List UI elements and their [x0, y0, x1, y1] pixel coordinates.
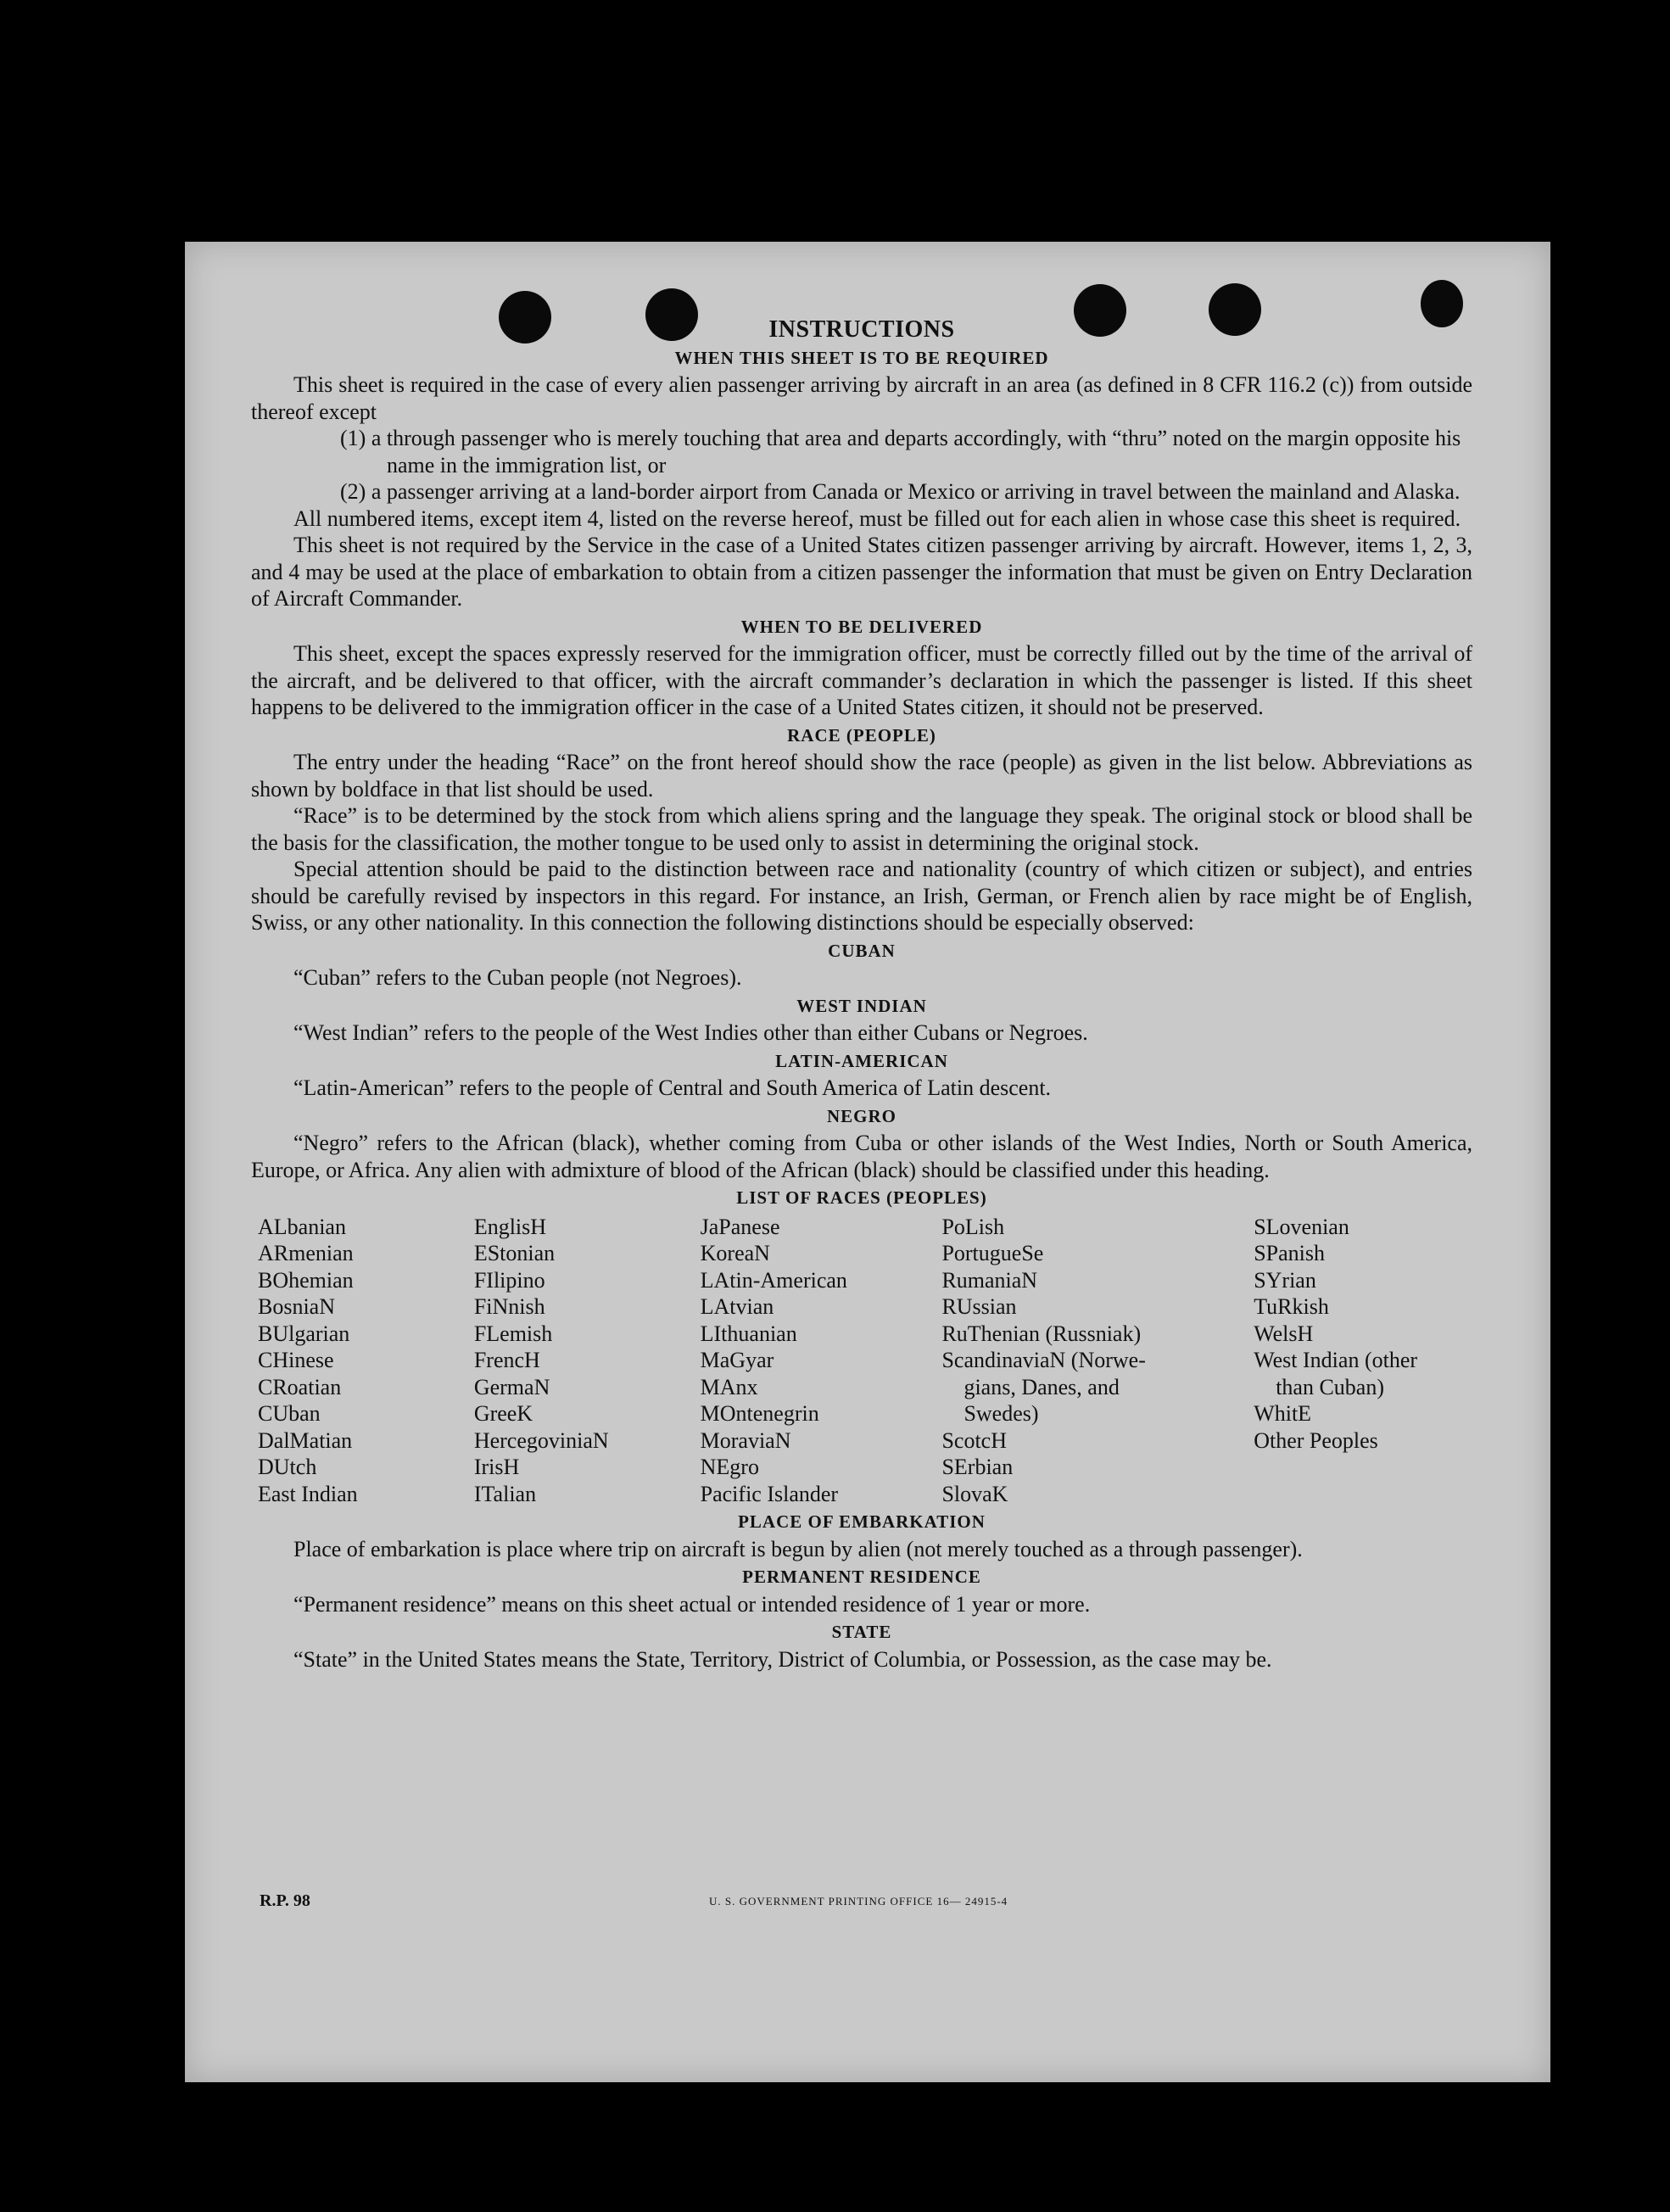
section-heading-west-indian: WEST INDIAN: [796, 995, 927, 1016]
race-column-5: [1254, 1214, 1472, 1508]
section-heading-embarkation: PLACE OF EMBARKATION: [738, 1511, 986, 1532]
race-item: SLovenian: [1254, 1214, 1349, 1239]
race-item: BUlgarian: [258, 1321, 350, 1346]
paragraph: “State” in the United States means the State, Territory, District of Columbia, or Possession, as the case may be.: [293, 1646, 1272, 1672]
race-item: MoraviaN: [700, 1427, 791, 1453]
race-item: CHinese: [258, 1348, 334, 1372]
race-item: DalMatian: [258, 1427, 353, 1453]
paragraph: “West Indian” refers to the people of the West Indies other than either Cubans or Negroes.: [293, 1020, 1088, 1045]
race-item: ARmenian: [258, 1241, 354, 1265]
race-item: LAtvian: [700, 1294, 774, 1319]
race-item: FiNnish: [473, 1294, 545, 1319]
exception-item-2: (2) a passenger arriving at a land-border airport from Canada or Mexico or arriving in travel between the mainland and Alaska.: [340, 479, 1461, 504]
race-item: MAnx: [700, 1374, 758, 1399]
document-page: [185, 242, 1550, 2082]
race-item: FLemish: [473, 1321, 553, 1346]
race-item: ALbanian: [258, 1214, 346, 1239]
race-item: TuRkish: [1254, 1294, 1329, 1319]
race-item: CUban: [258, 1401, 321, 1426]
paragraph: “Permanent residence” means on this sheet actual or intended residence of 1 year or more.: [293, 1591, 1091, 1617]
race-item: West Indian (other: [1254, 1348, 1418, 1372]
race-item: BOhemian: [258, 1267, 354, 1293]
race-item: East Indian: [258, 1481, 358, 1506]
race-item: RuThenian (Russniak): [941, 1321, 1142, 1346]
paragraph: Place of embarkation is place where trip on aircraft is begun by alien (not merely touched as a through passenger).: [293, 1536, 1303, 1561]
race-item-continued: gians, Danes, and: [963, 1374, 1120, 1399]
race-item: SErbian: [941, 1455, 1014, 1479]
paragraph: “Latin-American” refers to the people of Central and South America of Latin descent.: [293, 1075, 1052, 1100]
race-item: ScotcH: [941, 1427, 1007, 1453]
section-heading-when-delivered: WHEN TO BE DELIVERED: [740, 616, 983, 637]
section-heading-residence: PERMANENT RESIDENCE: [742, 1567, 981, 1587]
race-item: GreeK: [473, 1401, 533, 1426]
race-item: RumaniaN: [941, 1267, 1038, 1293]
race-item: IrisH: [473, 1455, 520, 1479]
paragraph: Special attention should be paid to the distinction between race and nationality (country of which citizen or subject), and entries should be carefully revised by inspectors in this regard. For instance, an Irish, German, or French alien by race might be of English, Swiss, or any other nationality. In this connection the following distinctions should be especially observed:: [251, 857, 1472, 935]
race-item: LAtin-American: [700, 1267, 847, 1293]
race-item: ScandinaviaN (Norwe-: [941, 1348, 1146, 1372]
race-item: EnglisH: [473, 1214, 547, 1239]
race-item: HercegoviniaN: [473, 1427, 609, 1453]
paragraph: This sheet is required in the case of every alien passenger arriving by aircraft in an area (as defined in 8 CFR 116.2 (c)) from outside thereof except: [251, 372, 1472, 424]
section-heading-cuban: CUBAN: [828, 940, 896, 961]
race-item: EStonian: [473, 1241, 556, 1265]
race-item: DUtch: [258, 1455, 317, 1479]
race-item: FIlipino: [473, 1267, 545, 1293]
exception-item-1: (1) a through passenger who is merely touching that area and departs accordingly, with “thru” noted on the margin opposite his name in the immigration list, or: [340, 426, 1461, 478]
race-item: SlovaK: [941, 1481, 1008, 1506]
form-number: R.P. 98: [260, 1891, 310, 1910]
race-item: MOntenegrin: [700, 1401, 819, 1426]
race-item: PoLish: [941, 1214, 1005, 1239]
race-item-continued: Swedes): [963, 1401, 1039, 1426]
race-item: Pacific Islander: [700, 1481, 839, 1506]
race-item: GermaN: [473, 1374, 550, 1399]
race-item: KoreaN: [700, 1241, 770, 1265]
race-item-continued: than Cuban): [1276, 1374, 1384, 1399]
section-heading-latin-american: LATIN-AMERICAN: [775, 1050, 948, 1071]
section-heading-when-required: WHEN THIS SHEET IS TO BE REQUIRED: [674, 347, 1049, 368]
race-item: BosniaN: [258, 1294, 335, 1319]
printer-imprint: U. S. GOVERNMENT PRINTING OFFICE 16— 24915-4: [709, 1895, 1008, 1908]
race-item: WelsH: [1254, 1321, 1314, 1346]
paragraph: The entry under the heading “Race” on the front hereof should show the race (people) as given in the list below. Abbreviations as shown by boldface in that list should be used.: [251, 750, 1472, 802]
paragraph: This sheet, except the spaces expressly reserved for the immigration officer, must be correctly filled out by the time of the arrival of the aircraft, and be delivered to that officer, with the aircraft commander’s declaration in which the passenger is listed. If this sheet happens to be delivered to the immigration officer in the case of a United States citizen, it should not be preserved.: [251, 641, 1472, 719]
race-item: CRoatian: [258, 1374, 342, 1399]
race-item: LIthuanian: [700, 1321, 797, 1346]
race-column-1: [251, 1214, 474, 1508]
paragraph: “Negro” refers to the African (black), whether coming from Cuba or other islands of the West Indies, North or South America, Europe, or Africa. Any alien with admixture of blood of the African (black) should be classified under this heading.: [251, 1131, 1472, 1182]
race-item: PortugueSe: [941, 1241, 1044, 1265]
race-item: Other Peoples: [1254, 1427, 1378, 1453]
paragraph: “Cuban” refers to the Cuban people (not Negroes).: [293, 965, 742, 990]
race-column-4: [941, 1214, 1254, 1508]
section-heading-negro: NEGRO: [826, 1105, 896, 1126]
section-heading-race: RACE (PEOPLE): [787, 724, 936, 746]
paragraph: This sheet is not required by the Service in the case of a United States citizen passenger arriving by aircraft. However, items 1, 2, 3, and 4 may be used at the place of embarkation to obtain from a citizen passenger the information that must be given on Entry Declaration of Aircraft Commander.: [251, 533, 1472, 611]
section-heading-list-of-races: LIST OF RACES (PEOPLES): [736, 1187, 987, 1208]
instructions-content: [251, 316, 1472, 1673]
page-title: INSTRUCTIONS: [768, 316, 955, 343]
race-item: MaGyar: [700, 1348, 774, 1372]
paragraph: “Race” is to be determined by the stock from which aliens spring and the language they speak. The original stock or blood shall be the basis for the classification, the mother tongue to be used only to assist in determining the original stock.: [251, 803, 1472, 855]
race-item: SPanish: [1254, 1241, 1325, 1265]
race-item: SYrian: [1254, 1267, 1316, 1293]
race-item: WhitE: [1254, 1401, 1312, 1426]
paragraph: All numbered items, except item 4, listed on the reverse hereof, must be filled out for each alien in whose case this sheet is required.: [293, 506, 1461, 531]
race-column-3: [701, 1214, 942, 1508]
race-item: JaPanese: [700, 1214, 780, 1239]
race-item: FrencH: [473, 1348, 540, 1372]
section-heading-state: STATE: [831, 1622, 892, 1642]
page-footer: [260, 1891, 1481, 1925]
race-item: NEgro: [700, 1455, 759, 1479]
race-item: ITalian: [473, 1481, 537, 1506]
race-column-2: [474, 1214, 701, 1508]
race-list: [251, 1214, 1472, 1508]
race-item: RUssian: [941, 1294, 1017, 1319]
